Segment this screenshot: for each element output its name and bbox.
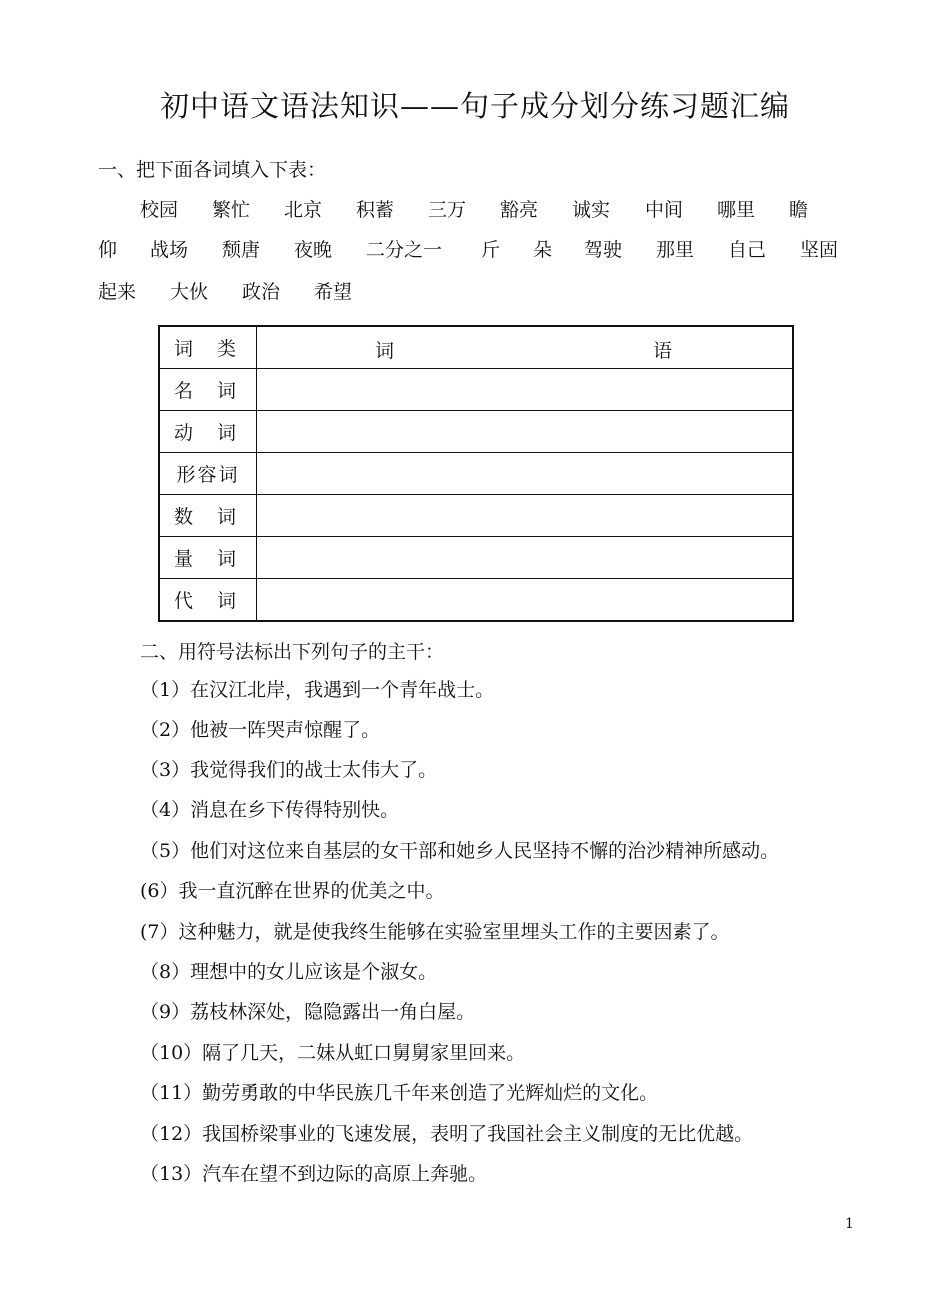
word: 繁忙 — [212, 199, 251, 221]
word: 豁亮 — [500, 199, 539, 221]
row-label-char: 名 — [174, 380, 194, 402]
header-words-cell — [257, 326, 794, 369]
header-left-char-b: 类 — [216, 338, 236, 360]
word: 坚固 — [800, 239, 839, 261]
word: 仰 — [98, 239, 118, 261]
answer-cell[interactable] — [257, 411, 794, 453]
word: 政治 — [242, 281, 281, 303]
sentence-item: （12）我国桥梁事业的飞速发展，表明了我国社会主义制度的无比优越。 — [140, 1123, 754, 1145]
row-label-char: 词 — [216, 506, 236, 528]
word: 二分之一 — [366, 239, 443, 261]
sentence-item: （9）荔枝林深处，隐隐露出一角白屋。 — [140, 1001, 476, 1023]
row-label-char: 量 — [174, 548, 194, 570]
header-left-char-a: 词 — [174, 338, 194, 360]
word: 大伙 — [170, 281, 209, 303]
word: 起来 — [98, 281, 137, 303]
table-row — [159, 453, 793, 495]
word: 希望 — [314, 281, 353, 303]
word: 积蓄 — [356, 199, 395, 221]
row-label-char: 代 — [174, 590, 194, 612]
word: 北京 — [284, 199, 323, 221]
sentence-item: (6）我一直沉醉在世界的优美之中。 — [140, 880, 445, 902]
answer-cell[interactable] — [257, 537, 794, 579]
header-right-char-b: 语 — [653, 340, 673, 362]
sentence-item: （8）理想中的女儿应该是个淑女。 — [140, 961, 438, 983]
sentence-item: （11）勤劳勇敢的中华民族几千年来创造了光辉灿烂的文化。 — [140, 1082, 659, 1104]
header-word-class-cell — [159, 326, 257, 369]
word: 三万 — [428, 199, 467, 221]
answer-cell[interactable] — [257, 453, 794, 495]
word-class-table — [158, 325, 794, 622]
answer-cell[interactable] — [257, 369, 794, 411]
row-label-cell — [159, 411, 257, 453]
section-2-heading: 二、用符号法标出下列句子的主干： — [140, 641, 445, 663]
row-label-cell — [159, 579, 257, 622]
answer-cell[interactable] — [257, 495, 794, 537]
word: 自己 — [728, 239, 767, 261]
word: 夜晚 — [294, 239, 333, 261]
word: 瞻 — [789, 199, 809, 221]
word: 驾驶 — [584, 239, 623, 261]
word: 颓唐 — [222, 239, 261, 261]
sentence-item: （3）我觉得我们的战士太伟大了。 — [140, 759, 438, 781]
table-header-row — [159, 326, 793, 369]
header-right-char-a: 词 — [375, 340, 395, 362]
row-label-char: 词 — [216, 380, 236, 402]
row-label-cell — [159, 369, 257, 411]
row-label-cell — [159, 453, 257, 495]
row-label-char: 动 — [174, 422, 194, 444]
row-label-text: 形容词 — [176, 464, 240, 486]
section-1-heading: 一、把下面各词填入下表： — [98, 159, 327, 181]
word-line-2 — [0, 236, 950, 264]
table-row — [159, 369, 793, 411]
row-label-char: 词 — [216, 422, 236, 444]
row-label-char: 词 — [216, 548, 236, 570]
sentence-item: (7）这种魅力，就是使我终生能够在实验室里埋头工作的主要因素了。 — [140, 921, 730, 943]
sentence-item: （4）消息在乡下传得特别快。 — [140, 799, 400, 821]
sentence-item: （10）隔了几天，二妹从虹口舅舅家里回来。 — [140, 1042, 526, 1064]
word: 校园 — [140, 199, 179, 221]
word: 哪里 — [717, 199, 756, 221]
sentence-item: （5）他们对这位来自基层的女干部和她乡人民坚持不懈的治沙精神所感动。 — [140, 840, 780, 862]
row-label-cell — [159, 537, 257, 579]
document-title: 初中语文语法知识——句子成分划分练习题汇编 — [159, 89, 790, 123]
table-row — [159, 411, 793, 453]
word: 战场 — [150, 239, 189, 261]
word-line-3 — [0, 278, 950, 306]
answer-cell[interactable] — [257, 579, 794, 622]
row-label-cell — [159, 495, 257, 537]
word: 诚实 — [572, 199, 611, 221]
word: 朵 — [533, 239, 553, 261]
word: 中间 — [645, 199, 684, 221]
row-label-char: 数 — [174, 506, 194, 528]
table-row — [159, 579, 793, 622]
table-row — [159, 495, 793, 537]
word: 斤 — [481, 239, 501, 261]
sentence-item: （13）汽车在望不到边际的高原上奔驰。 — [140, 1163, 488, 1185]
sentence-item: （1）在汉江北岸，我遇到一个青年战士。 — [140, 679, 495, 701]
sentence-item: （2）他被一阵哭声惊醒了。 — [140, 719, 381, 741]
table-row — [159, 537, 793, 579]
row-label-char: 词 — [216, 590, 236, 612]
word-line-1 — [0, 196, 950, 224]
page-number: 1 — [845, 1216, 854, 1232]
word: 那里 — [656, 239, 695, 261]
